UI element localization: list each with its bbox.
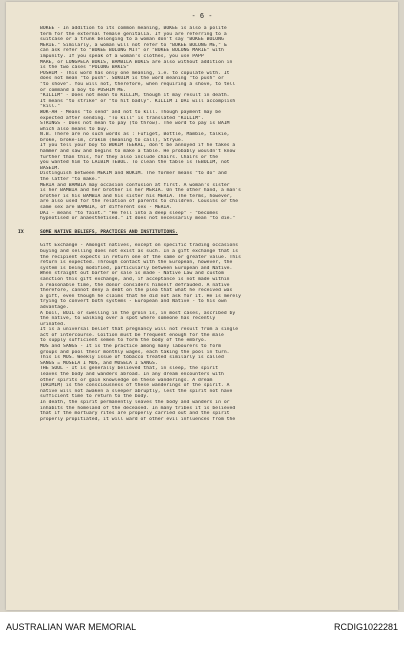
text-line: MERIE." Similarly, a woman will not refer to "BOKEE BOLONG ME," & <box>40 42 227 48</box>
text-line: to supply sufficient semen to form the body of the embryo. <box>40 338 207 344</box>
section-number: IX <box>18 229 24 235</box>
text-line: If you tell your boy to WOKIM TEEKAL, don't be annoyed if he takes a <box>40 143 236 149</box>
text-line: It is a universal belief that pregnancy will not result from a single <box>40 327 239 333</box>
page-number: - 6 - <box>191 12 213 20</box>
text-line: return is expected. Through contact with the European, however, the <box>40 260 233 266</box>
text-line: SANGS = MOSELA I MOS, and MOSELA I SANGS. <box>40 360 158 366</box>
text-line: suitcase or a trunk belonging to a woman don't say "BOKEE BOLONG <box>40 37 224 43</box>
text-line: sufficient time to return to the body. <box>40 394 150 400</box>
text-line: advantage. <box>40 304 69 310</box>
text-line: "to shove". You will not, therefore, when requiring a shove, to tell <box>40 81 236 87</box>
text-line: system is being modified, particularly between European and Native. <box>40 265 233 271</box>
text-line: is the two cases "POLONG BAKIS" <box>40 65 130 71</box>
text-line: which also means to buy. <box>40 126 109 132</box>
text-line: WOK-AH - Means "to send" and not to kill. Though payment may be <box>40 109 221 115</box>
section-heading <box>18 230 386 236</box>
archive-footer <box>0 612 404 654</box>
text-line: are also used for the relation of parents to children. Cousins or the <box>40 199 239 205</box>
text-line: does not mean "to push". SUKUIM is the word meaning "to push" or <box>40 76 224 82</box>
text-line: sanction this gift exchange, and, if acceptance is not made within <box>40 276 230 282</box>
text-line: expected after sending. "To kill" is translated "KILLIM". <box>40 115 204 121</box>
text-line: A boil, BOIL or swelling in the groin is, in most cases, ascribed by <box>40 310 236 316</box>
text-line: brother is his BAMBIA and his sister his MERIA. The terms, however, <box>40 193 233 199</box>
text-line: MARE, or LONGPELA BOKIS, BAMBILA BOKIS are also without addition in <box>40 59 233 65</box>
text-line: In death, the spirit permanently leaves the body and wanders in or <box>40 400 230 405</box>
text-line: act of intercourse. Coition must be frequent enough for the male <box>40 332 224 338</box>
text-line: BASEIM. <box>40 165 61 171</box>
section-title: SOME NATIVE BELIEFS, PRACTICES AND INSTITUTIONS. <box>40 229 178 235</box>
text-line: (DRIMIM) is the consciousness of these wanderings of the spirit. A <box>40 383 230 389</box>
text-line: same sex are BAMBIA, of different sex - MERIA. <box>40 205 173 210</box>
text-line: the latter "to make." <box>40 177 101 183</box>
text-line: When straight out barter or sale is made - Native Law and custom <box>40 271 224 277</box>
text-line: MOS and SANGS - It is the practice among many labourers to form <box>40 344 221 350</box>
text-line: impunity. If you speak of a woman's clothes, you use PAPP <box>40 53 204 59</box>
text-line: It means "to strike" or "to hit badly". KILLIM I DAI will accomplish <box>40 98 236 104</box>
text-line: a reasonable time, the donor considers himself defrauded. A native <box>40 282 230 288</box>
text-line: broke, broke-im, crakim (meaning to call), Stryue. <box>40 137 184 143</box>
text-line: that if the mortuary rites are properly carried out and the spirit <box>40 411 230 417</box>
archive-organization: AUSTRALIAN WAR MEMORIAL <box>6 622 137 632</box>
text-line: BOKEE - In addition to its common meaning, BOKEE is also a polite <box>40 26 227 31</box>
text-line: properly propitiated, it will ward of other evil influences from the <box>40 416 236 422</box>
text-line: PUSHIM - This word has only one meaning, i.e. to copulate with. It <box>40 70 230 76</box>
text-line: "KILLIM" - Does not mean to KILLIM, though it may result in death. <box>40 93 230 99</box>
text-line: can ask refer to "BOKEE BOLONG MIT" or "BOKEE BOLONG MARIE" with <box>40 48 224 54</box>
text-line: DAI - means "to faint." "He fell into a deep sleep" - "becomes <box>40 210 219 216</box>
text-line: buying and selling does not exist as such. In a gift exchange that is <box>40 248 239 254</box>
text-line: THE SOUL - It is generally believed that, in sleep, the spirit <box>40 366 219 372</box>
text-line: or command a boy to PUSHIM ME. <box>40 87 127 93</box>
text-line: the recipient expects in return one of the same or greater value. This <box>40 254 242 260</box>
text-line: trying to convert both systems - European and Native - to his own <box>40 299 227 305</box>
text-line: groups and pool their monthly wages, each taking the pool in turn. <box>40 349 230 355</box>
text-line: Gift Exchange - Amongst natives, except on specific trading occasions <box>40 243 239 249</box>
text-line: "kill." <box>40 104 61 110</box>
text-line: term for the external female genitalia. If you are referring to a <box>40 31 227 37</box>
text-line: hammer and saw and begins to make a table. He probably wouldn't know <box>40 149 236 155</box>
text-line: is her BAMBIA and her brother is her MERIA. On the other hand, a man's <box>40 188 242 194</box>
text-line: Distinguish between MEKIM and WOKIM. The former means "to do" and <box>40 171 227 177</box>
text-line: inhabits the homeland of the deceased. In many tribes it is believed <box>40 405 236 411</box>
text-line: This is MOS. Weekly issue of tobacco treated similarly is called <box>40 355 224 361</box>
text-line: urinated. <box>40 321 66 327</box>
text-line: other spirits or gain knowledge on these wanderings. A dream <box>40 377 213 383</box>
paragraphs-before <box>40 26 386 222</box>
text-line: you wanted him to LAIBIM TEBOL. To clean the table is TEBOLIM, not <box>40 160 230 166</box>
document-body <box>18 26 386 422</box>
text-line: a gift, even though he claims that he did not ask for it. He is merely <box>40 293 242 299</box>
paragraphs-after <box>40 243 386 422</box>
text-line: leaves the body and wanders abroad. In any dream encounters with <box>40 372 224 378</box>
text-line: therefore, cannot deny a debt on the plea that what he received was <box>40 288 233 294</box>
text-line: N.B. There are no such words as : Fufiget, Bottle, Mambie, talkie, <box>40 132 230 138</box>
archive-reference: RCDIG1022281 <box>333 622 398 632</box>
document-page <box>6 2 398 610</box>
text-line: the native, to walking over a spot where someone has recently <box>40 316 216 322</box>
text-line: MERIA and BAMBIA may occasion confusion at first. A woman's sister <box>40 182 230 188</box>
text-line: further than this, for they also include chairs. Chairs or the <box>40 154 219 160</box>
text-line: hypnotised or anaesthetised." It does not necessarily mean "to die." <box>40 216 236 222</box>
text-line: STRINGS - Does not mean to pay (to throw). The word to pay is BAIM <box>40 121 230 127</box>
text-line: native will not awaken a sleeper abruptly, lest the spirit not have <box>40 388 233 394</box>
